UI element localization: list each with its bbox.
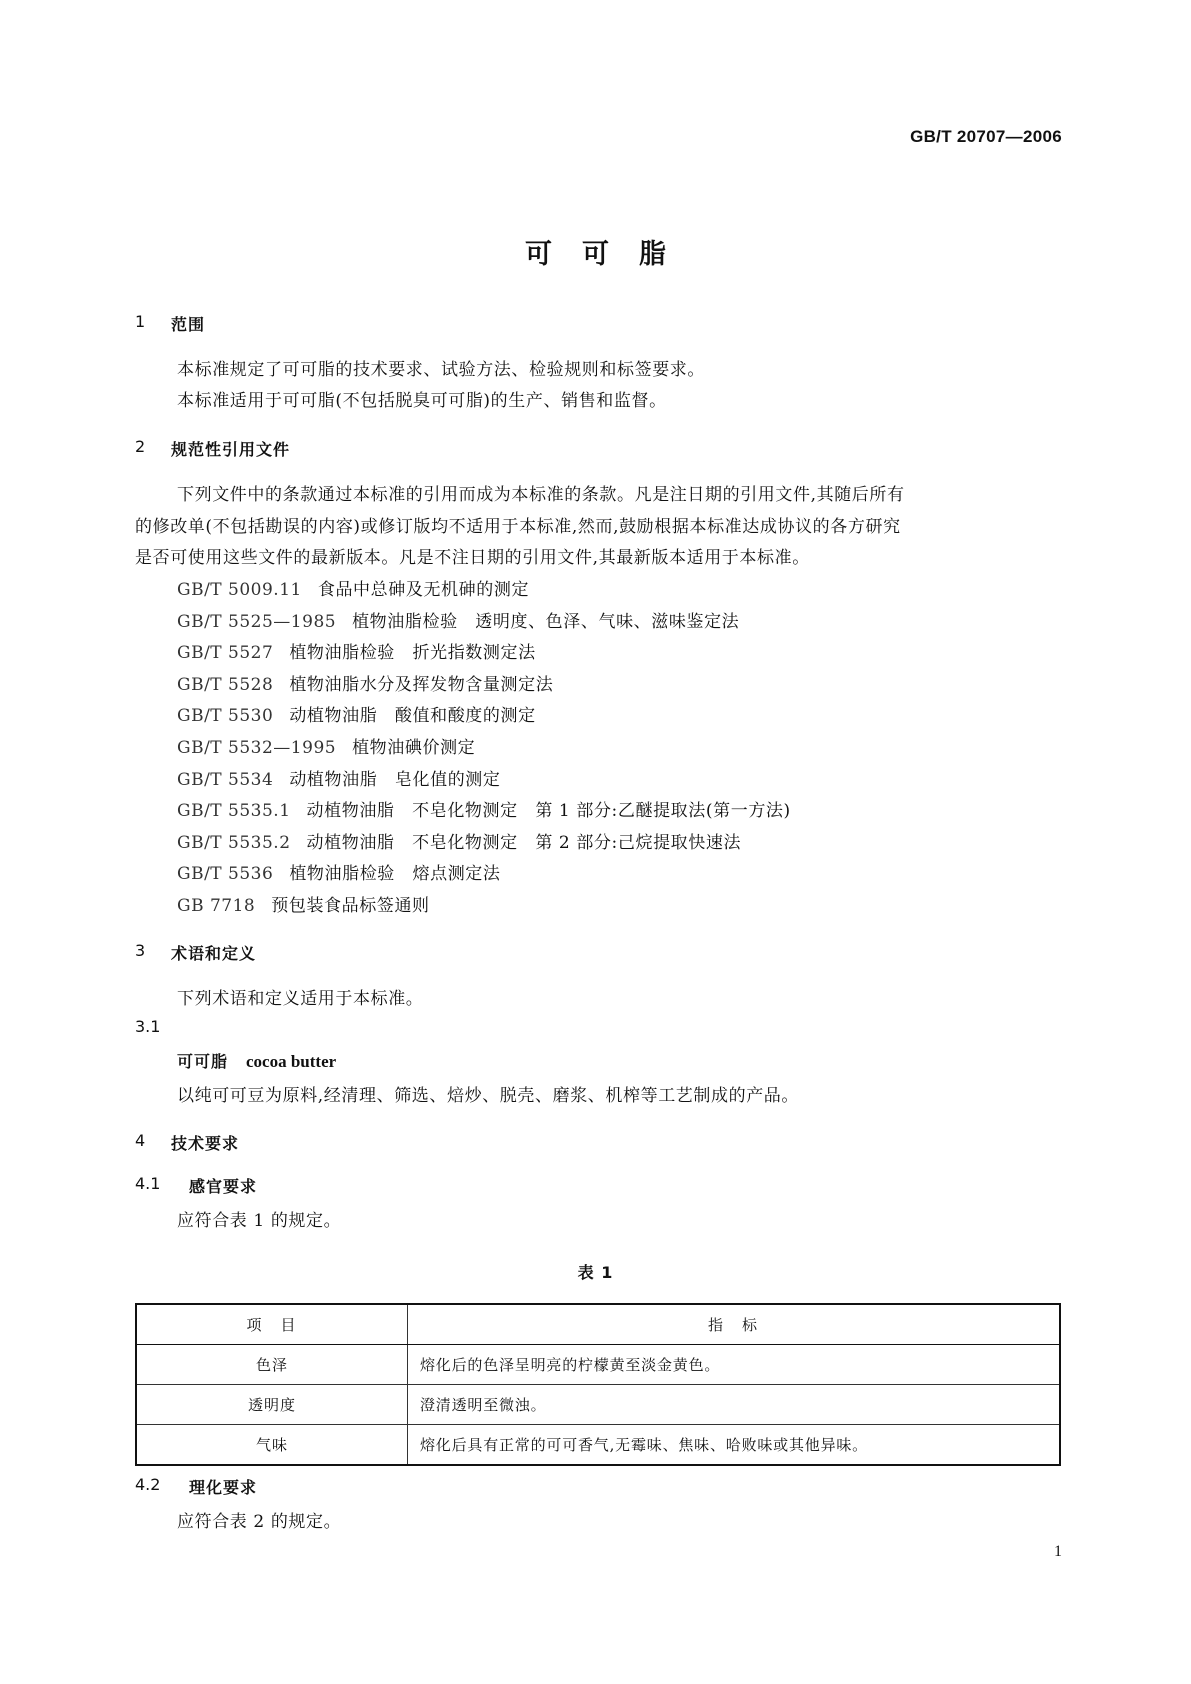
term-definition: 以纯可可豆为原料,经清理、筛选、焙炒、脱壳、磨浆、机榨等工艺制成的产品。 xyxy=(177,1086,800,1106)
table-row xyxy=(136,1345,1060,1385)
reference-item xyxy=(177,796,791,821)
term-chinese: 可可脂 xyxy=(177,1052,229,1071)
reference-code: GB/T 5528 xyxy=(177,675,274,695)
reference-title: 动植物油脂 不皂化物测定 第 1 部分:乙醚提取法(第一方法) xyxy=(306,801,791,821)
reference-item xyxy=(177,575,529,600)
subsection-4-2-title: 理化要求 xyxy=(189,1478,258,1497)
reference-code: GB/T 5530 xyxy=(177,706,274,726)
table-cell-spec: 熔化后具有正常的可可香气,无霉味、焦味、哈败味或其他异味。 xyxy=(408,1425,1061,1466)
table-cell-spec: 熔化后的色泽呈明亮的柠檬黄至淡金黄色。 xyxy=(408,1345,1061,1385)
term-english: cocoa butter xyxy=(246,1052,337,1071)
reference-title: 植物油脂检验 熔点测定法 xyxy=(289,864,501,884)
section-2-intro-line: 的修改单(不包括勘误的内容)或修订版均不适用于本标准,然而,鼓励根据本标准达成协议的各方研究 xyxy=(135,517,901,537)
table-row xyxy=(136,1385,1060,1425)
section-1-number: 1 xyxy=(135,312,146,331)
section-3-number: 3 xyxy=(135,941,146,960)
reference-code: GB/T 5527 xyxy=(177,643,274,663)
table-header-row xyxy=(136,1304,1060,1345)
table-header-spec: 指 标 xyxy=(408,1304,1061,1345)
subsection-3-1-number: 3.1 xyxy=(135,1017,161,1036)
table-header-item: 项 目 xyxy=(136,1304,408,1345)
section-2-number: 2 xyxy=(135,437,146,456)
subsection-4-2-text: 应符合表 2 的规定。 xyxy=(177,1512,342,1532)
reference-title: 动植物油脂 酸值和酸度的测定 xyxy=(289,706,536,726)
document-title: 可可脂 xyxy=(525,239,696,270)
reference-code: GB/T 5534 xyxy=(177,770,274,790)
section-2-intro-line: 是否可使用这些文件的最新版本。凡是不注日期的引用文件,其最新版本适用于本标准。 xyxy=(135,548,810,568)
subsection-4-1-title: 感官要求 xyxy=(189,1177,258,1196)
term-entry xyxy=(177,1049,336,1072)
reference-title: 植物油脂检验 透明度、色泽、气味、滋味鉴定法 xyxy=(352,612,740,632)
reference-item xyxy=(177,891,430,916)
table-cell-item: 色泽 xyxy=(136,1345,408,1385)
reference-item xyxy=(177,733,475,758)
table-row xyxy=(136,1425,1060,1466)
reference-code: GB 7718 xyxy=(177,896,256,916)
section-3-title: 术语和定义 xyxy=(171,944,257,963)
reference-item xyxy=(177,828,741,853)
page-number: 1 xyxy=(1054,1543,1062,1560)
section-1-paragraph: 本标准规定了可可脂的技术要求、试验方法、检验规则和标签要求。 xyxy=(177,360,705,380)
section-4-title: 技术要求 xyxy=(171,1134,240,1153)
reference-title: 植物油脂检验 折光指数测定法 xyxy=(289,643,536,663)
section-2-intro-line: 下列文件中的条款通过本标准的引用而成为本标准的条款。凡是注日期的引用文件,其随后所有 xyxy=(177,485,905,505)
section-1-title: 范围 xyxy=(171,315,206,334)
reference-code: GB/T 5535.2 xyxy=(177,833,291,853)
table-cell-item: 透明度 xyxy=(136,1385,408,1425)
reference-item xyxy=(177,701,536,726)
reference-code: GB/T 5009.11 xyxy=(177,580,302,600)
standard-code: GB/T 20707—2006 xyxy=(910,127,1062,146)
reference-title: 植物油碘价测定 xyxy=(352,738,476,758)
reference-code: GB/T 5535.1 xyxy=(177,801,291,821)
reference-item xyxy=(177,638,536,663)
table-cell-item: 气味 xyxy=(136,1425,408,1466)
reference-item xyxy=(177,670,553,695)
reference-title: 植物油脂水分及挥发物含量测定法 xyxy=(289,675,554,695)
reference-title: 食品中总砷及无机砷的测定 xyxy=(317,580,530,600)
reference-item xyxy=(177,765,501,790)
section-3-intro: 下列术语和定义适用于本标准。 xyxy=(177,989,424,1009)
reference-code: GB/T 5525—1985 xyxy=(177,612,337,632)
subsection-4-1-text: 应符合表 1 的规定。 xyxy=(177,1211,342,1231)
reference-item xyxy=(177,607,739,632)
table-1 xyxy=(135,1303,1061,1466)
reference-title: 动植物油脂 不皂化物测定 第 2 部分:己烷提取快速法 xyxy=(306,833,742,853)
reference-code: GB/T 5536 xyxy=(177,864,274,884)
table-1-caption: 表 1 xyxy=(577,1263,614,1282)
reference-title: 预包装食品标签通则 xyxy=(271,896,430,916)
subsection-4-2-number: 4.2 xyxy=(135,1475,161,1494)
reference-title: 动植物油脂 皂化值的测定 xyxy=(289,770,501,790)
reference-item xyxy=(177,859,501,884)
reference-code: GB/T 5532—1995 xyxy=(177,738,337,758)
table-cell-spec: 澄清透明至微浊。 xyxy=(408,1385,1061,1425)
section-2-title: 规范性引用文件 xyxy=(171,440,291,459)
subsection-4-1-number: 4.1 xyxy=(135,1174,161,1193)
section-4-number: 4 xyxy=(135,1131,146,1150)
section-1-paragraph: 本标准适用于可可脂(不包括脱臭可可脂)的生产、销售和监督。 xyxy=(177,391,667,411)
